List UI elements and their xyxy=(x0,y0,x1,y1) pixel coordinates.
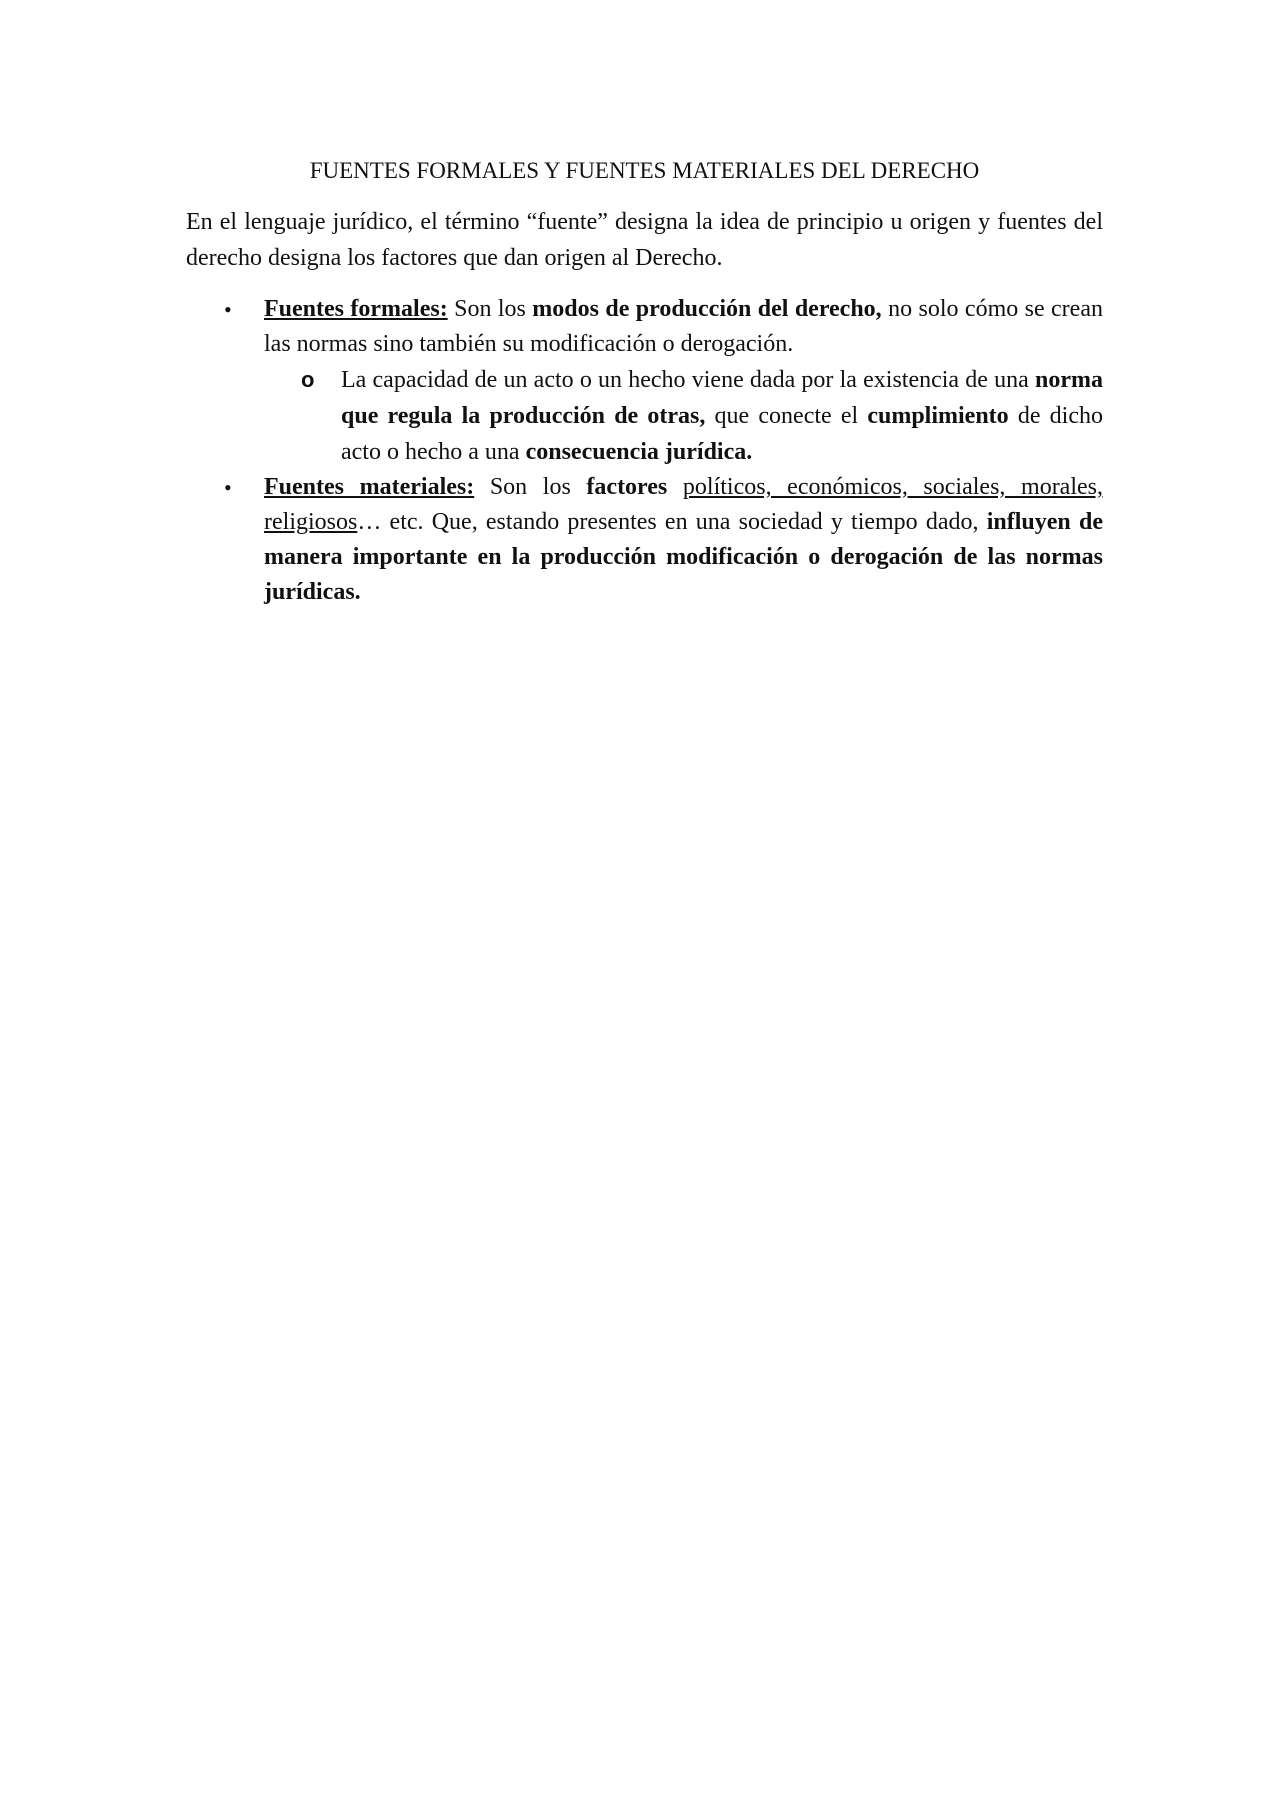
list-item-fuentes-formales xyxy=(186,292,1103,362)
bold-run: norma que regula la producción de otras, xyxy=(341,367,1103,429)
bold-run: consecuencia jurídica. xyxy=(525,439,753,465)
intro-paragraph: En el lenguaje jurídico, el término “fuente” designa la idea de principio u origen y fuentes del derecho designa los factores que dan origen al Derecho. xyxy=(186,209,1103,271)
text-run: Son los xyxy=(474,474,587,500)
bullet-list xyxy=(186,292,1103,610)
text-run: de dicho acto o hecho a una xyxy=(341,403,1104,465)
sub-list-item xyxy=(186,362,1103,470)
term-label: Fuentes formales: xyxy=(264,296,448,322)
document-title: FUENTES FORMALES Y FUENTES MATERIALES DEL DERECHO xyxy=(309,158,980,183)
sub-bullet-icon: o xyxy=(301,367,315,392)
list-item-fuentes-materiales xyxy=(186,470,1103,610)
text-run: La capacidad de un acto o un hecho viene dada por la existencia de una xyxy=(341,367,1035,393)
text-run: … etc. Que, estando presentes en una sociedad y tiempo dado, xyxy=(357,509,987,535)
bold-run: factores xyxy=(586,474,668,500)
bold-run: influyen de manera importante en la producción modificación o derogación de las normas jurídicas. xyxy=(264,509,1103,605)
bold-run: modos de producción del derecho, xyxy=(532,296,882,322)
underlined-run: políticos, económicos, sociales, morales, religiosos xyxy=(264,474,1103,535)
bullet-icon: • xyxy=(224,475,232,500)
bullet-icon: • xyxy=(224,297,232,322)
text-run: que conecte el xyxy=(705,403,868,429)
text-run: Son los xyxy=(447,296,533,322)
bold-run: cumplimiento xyxy=(867,403,1009,429)
term-label: Fuentes materiales: xyxy=(264,474,475,500)
text-run: no solo cómo se crean las normas sino también su modificación o derogación. xyxy=(264,296,1103,357)
text-run xyxy=(667,474,683,500)
